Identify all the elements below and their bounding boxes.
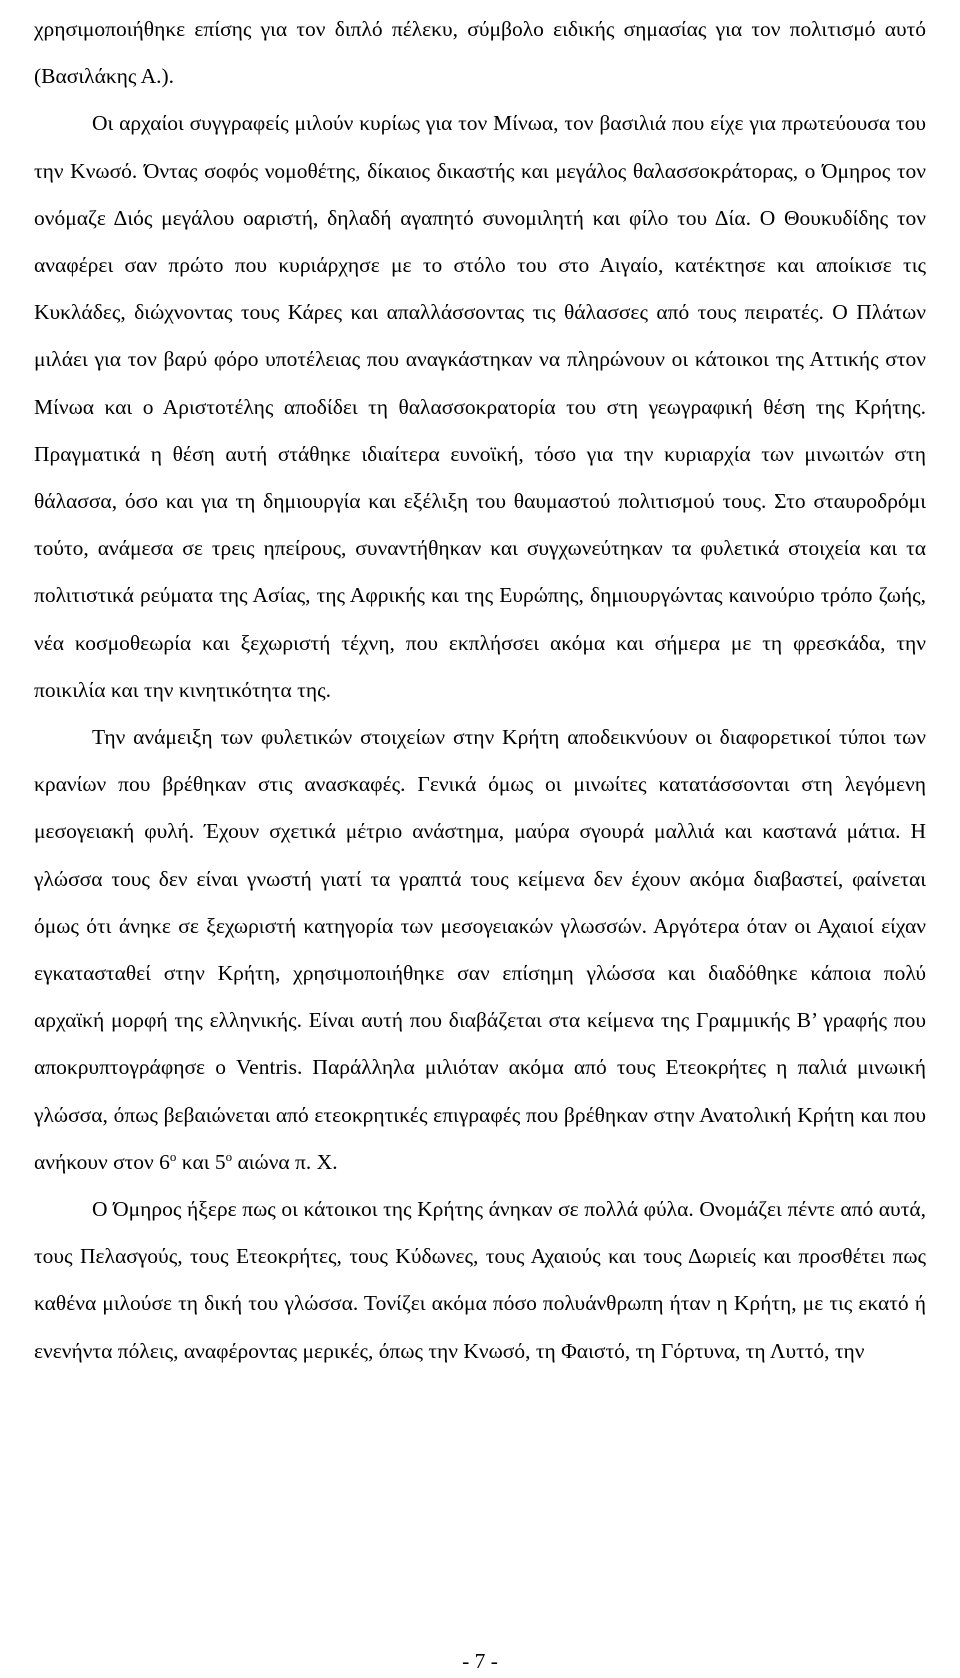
paragraph-3-text-mid: και 5 bbox=[176, 1149, 226, 1174]
paragraph-2: Οι αρχαίοι συγγραφείς μιλούν κυρίως για τον Μίνωα, τον βασιλιά που είχε για πρωτεύουσα του την Κνωσό. Όντας σοφός νομοθέτης, δίκαιος δικαστής και μεγάλος θαλασσοκράτορας, ο Όμηρος τον ονόμαζε Διός μεγάλου οαριστή, δηλαδή αγαπητό συνομιλητή και φίλο του Δία. Ο Θουκυδίδης τον αναφέρει σαν πρώτο που κυριάρχησε με το στόλο του στο Αιγαίο, κατέκτησε και αποίκισε τις Κυκλάδες, διώχνοντας τους Κάρες και απαλλάσσοντας τις θάλασσες από τους πειρατές. Ο Πλάτων μιλάει για τον βαρύ φόρο υποτέλειας που αναγκάστηκαν να πληρώνουν οι κάτοικοι της Αττικής στον Μίνωα και ο Αριστοτέλης αποδίδει τη θαλασσοκρατορία του στη γεωγραφική θέση της Κρήτης. Πραγματικά η θέση αυτή στάθηκε ιδιαίτερα ευνοϊκή, τόσο για την κυριαρχία των μινωιτών στη θάλασσα, όσο και για τη δημιουργία και εξέλιξη του θαυμαστού πολιτισμού τους. Στο σταυροδρόμι τούτο, ανάμεσα σε τρεις ηπείρους, συναντήθηκαν και συγχωνεύτηκαν τα φυλετικά στοιχεία και τα πολιτιστικά ρεύματα της Ασίας, της Αφρικής και της Ευρώπης, δημιουργώντας καινούριο τρόπο ζωής, νέα κοσμοθεωρία και ξεχωριστή τέχνη, που εκπλήσσει ακόμα και σήμερα με τη φρεσκάδα, την ποικιλία και την κινητικότητα της. bbox=[34, 111, 926, 702]
paragraph-4: Ο Όμηρος ήξερε πως οι κάτοικοι της Κρήτης άνηκαν σε πολλά φύλα. Ονομάζει πέντε από αυτά, τους Πελασγούς, τους Ετεοκρήτες, τους Κύδωνες, τους Αχαιούς και τους Δωριείς και προσθέτει πως καθένα μιλούσε τη δική του γλώσσα. Τονίζει ακόμα πόσο πολυάνθρωπη ήταν η Κρήτη, με τις εκατό ή ενενήντα πόλεις, αναφέροντας μερικές, όπως την Κνωσό, τη Φαιστό, τη Γόρτυνα, τη Λυττό, την bbox=[34, 1197, 926, 1363]
document-page bbox=[34, 6, 926, 1375]
page-number: - 7 - bbox=[462, 1649, 498, 1673]
ordinal-superscript-2: ο bbox=[225, 1148, 233, 1164]
ordinal-superscript-1: ο bbox=[169, 1148, 177, 1164]
paragraph-3 bbox=[34, 714, 926, 1186]
paragraph-1: χρησιμοποιήθηκε επίσης για τον διπλό πέλεκυ, σύμβολο ειδικής σημασίας για τον πολιτισμό αυτό (Βασιλάκης Α.). bbox=[34, 17, 926, 89]
paragraph-3-text: Την ανάμειξη των φυλετικών στοιχείων στην Κρήτη αποδεικνύουν οι διαφορετικοί τύποι των κρανίων που βρέθηκαν στις ανασκαφές. Γενικά όμως οι μινωίτες κατατάσσονται στη λεγόμενη μεσογειακή φυλή. Έχουν σχετικά μέτριο ανάστημα, μαύρα σγουρά μαλλιά και καστανά μάτια. Η γλώσσα τους δεν είναι γνωστή γιατί τα γραπτά τους κείμενα δεν έχουν ακόμα διαβαστεί, φαίνεται όμως ότι άνηκε σε ξεχωριστή κατηγορία των μεσογειακών γλωσσών. Αργότερα όταν οι Αχαιοί είχαν εγκατασταθεί στην Κρήτη, χρησιμοποιήθηκε σαν επίσημη γλώσσα και διαδόθηκε κάποια πολύ αρχαϊκή μορφή της ελληνικής. Είναι αυτή που διαβάζεται στα κείμενα της Γραμμικής Β’ γραφής που αποκρυπτογράφησε ο Ventris. Παράλληλα μιλιόταν ακόμα από τους Ετεοκρήτες η παλιά μινωική γλώσσα, όπως βεβαιώνεται από ετεοκρητικές επιγραφές που βρέθηκαν στην Ανατολική Κρήτη και που ανήκουν στον 6 bbox=[34, 725, 926, 1174]
paragraph-3-text-end: αιώνα π. Χ. bbox=[232, 1149, 338, 1174]
